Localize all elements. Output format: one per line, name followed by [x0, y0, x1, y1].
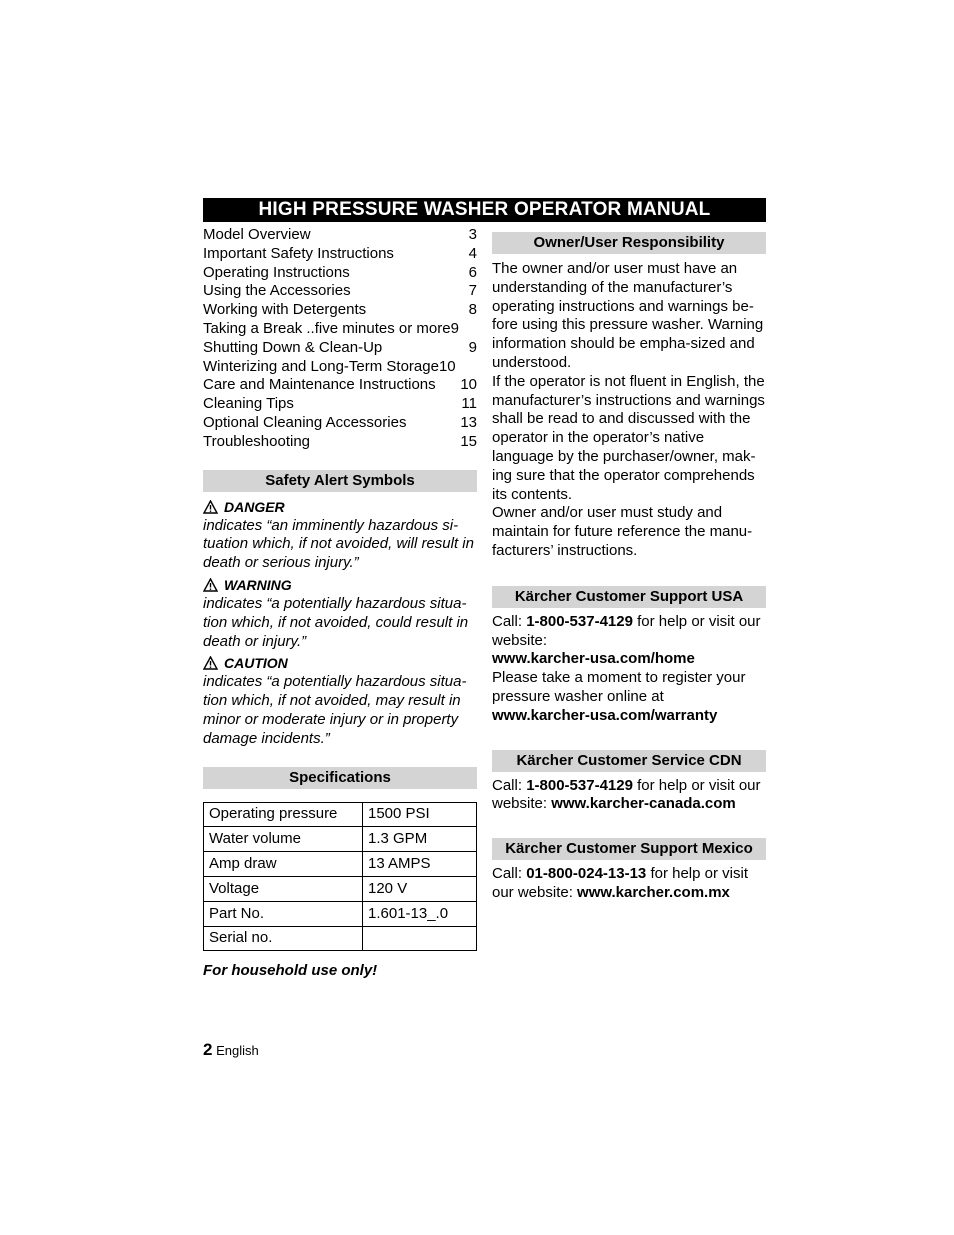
toc-item: Model Overview 3 [203, 226, 477, 243]
table-row: Water volume 1.3 GPM [204, 827, 477, 852]
usa-support-heading: Kärcher Customer Support USA [492, 586, 766, 608]
mexico-support-text: Call: 01-800-024-13-13 for help or visit our website: www.karcher.com.mx [492, 865, 748, 901]
toc-item: Cleaning Tips 11 [203, 395, 477, 413]
usa-website-link[interactable]: www.karcher-usa.com/home [492, 650, 695, 668]
toc-item: Shutting Down & Clean-Up 9 [203, 338, 477, 356]
danger-text: indicates “an imminently hazardous si-tuation which, if not avoided, will result in death or serious injury.” [203, 516, 474, 572]
toc-item: Troubleshooting 15 [203, 432, 477, 450]
owner-paragraph: Owner and/or user must study and maintain for future reference the manu-facturers’ instructions. [492, 504, 753, 559]
owner-paragraph: The owner and/or user must have an understanding of the manufacturer’s operating instructions and warnings be-fore using this pressure washer. Warning information should be empha-sized and understood. [492, 260, 764, 371]
specifications-heading: Specifications [203, 767, 477, 789]
cdn-service-text: Call: 1-800-537-4129 for help or visit our website: www.karcher-canada.com [492, 776, 761, 813]
page-footer [203, 1040, 259, 1060]
owner-responsibility-heading: Owner/User Responsibility [492, 232, 766, 254]
toc-item: Optional Cleaning Accessories 13 [203, 413, 477, 431]
safety-alert-heading: Safety Alert Symbols [203, 470, 477, 492]
table-row: Voltage 120 V [204, 876, 477, 901]
warning-triangle-icon [203, 578, 218, 592]
toc-item: Using the Accessories 7 [203, 282, 477, 300]
danger-label: DANGER [203, 497, 477, 517]
toc-item: Care and Maintenance Instructions 10 [203, 376, 477, 394]
usa-phone: 1-800-537-4129 [526, 612, 633, 630]
caution-text: indicates “a potentially hazardous situa-tion which, if not avoided, may result in minor or moderate injury or in property damage incidents.” [203, 673, 467, 747]
household-use-note: For household use only! [203, 962, 378, 980]
warning-triangle-icon [203, 656, 218, 670]
right-column [492, 232, 766, 903]
specifications-table [203, 802, 477, 952]
toc-item: Operating Instructions 6 [203, 263, 477, 281]
manual-title: HIGH PRESSURE WASHER OPERATOR MANUAL [203, 198, 766, 222]
warranty-link[interactable]: www.karcher-usa.com/warranty [492, 706, 718, 724]
warning-label: WARNING [203, 575, 477, 595]
warning-triangle-icon [203, 500, 218, 514]
toc-item: Winterizing and Long-Term Storage 10 [203, 357, 456, 375]
usa-support-text: Call: 1-800-537-4129 for help or visit our website: [492, 612, 761, 649]
table-row: Serial no. [204, 926, 477, 951]
owner-paragraph: If the operator is not fluent in English, the manufacturer’s instructions and warnings shall be read to and discussed with the operator in the operator’s native language by the purchaser/owner, mak-ing sure that the operator comprehends its contents. [492, 372, 765, 503]
toc-item: Important Safety Instructions 4 [203, 244, 477, 262]
register-text: Please take a moment to register your pressure washer online at [492, 669, 746, 705]
table-row: Amp draw 13 AMPS [204, 852, 477, 877]
table-of-contents [203, 226, 477, 452]
mexico-support-heading: Kärcher Customer Support Mexico [492, 838, 766, 860]
footer-language: English [216, 1043, 259, 1058]
toc-item: Working with Detergents 8 [203, 301, 477, 319]
page-number: 2 [203, 1040, 213, 1059]
mexico-phone: 01-800-024-13-13 [526, 865, 647, 883]
toc-item: Taking a Break ..five minutes or more 9 [203, 319, 459, 337]
caution-label: CAUTION [203, 653, 477, 673]
warning-text: indicates “a potentially hazardous situa-tion which, if not avoided, could result in death or injury.” [203, 594, 469, 650]
mexico-website-link[interactable]: www.karcher.com.mx [577, 883, 730, 901]
table-row: Operating pressure 1500 PSI [204, 802, 477, 827]
table-row: Part No. 1.601-13_.0 [204, 901, 477, 926]
cdn-website-link[interactable]: www.karcher-canada.com [551, 795, 736, 813]
left-column [203, 226, 477, 979]
cdn-phone: 1-800-537-4129 [526, 776, 633, 794]
cdn-service-heading: Kärcher Customer Service CDN [492, 750, 766, 772]
